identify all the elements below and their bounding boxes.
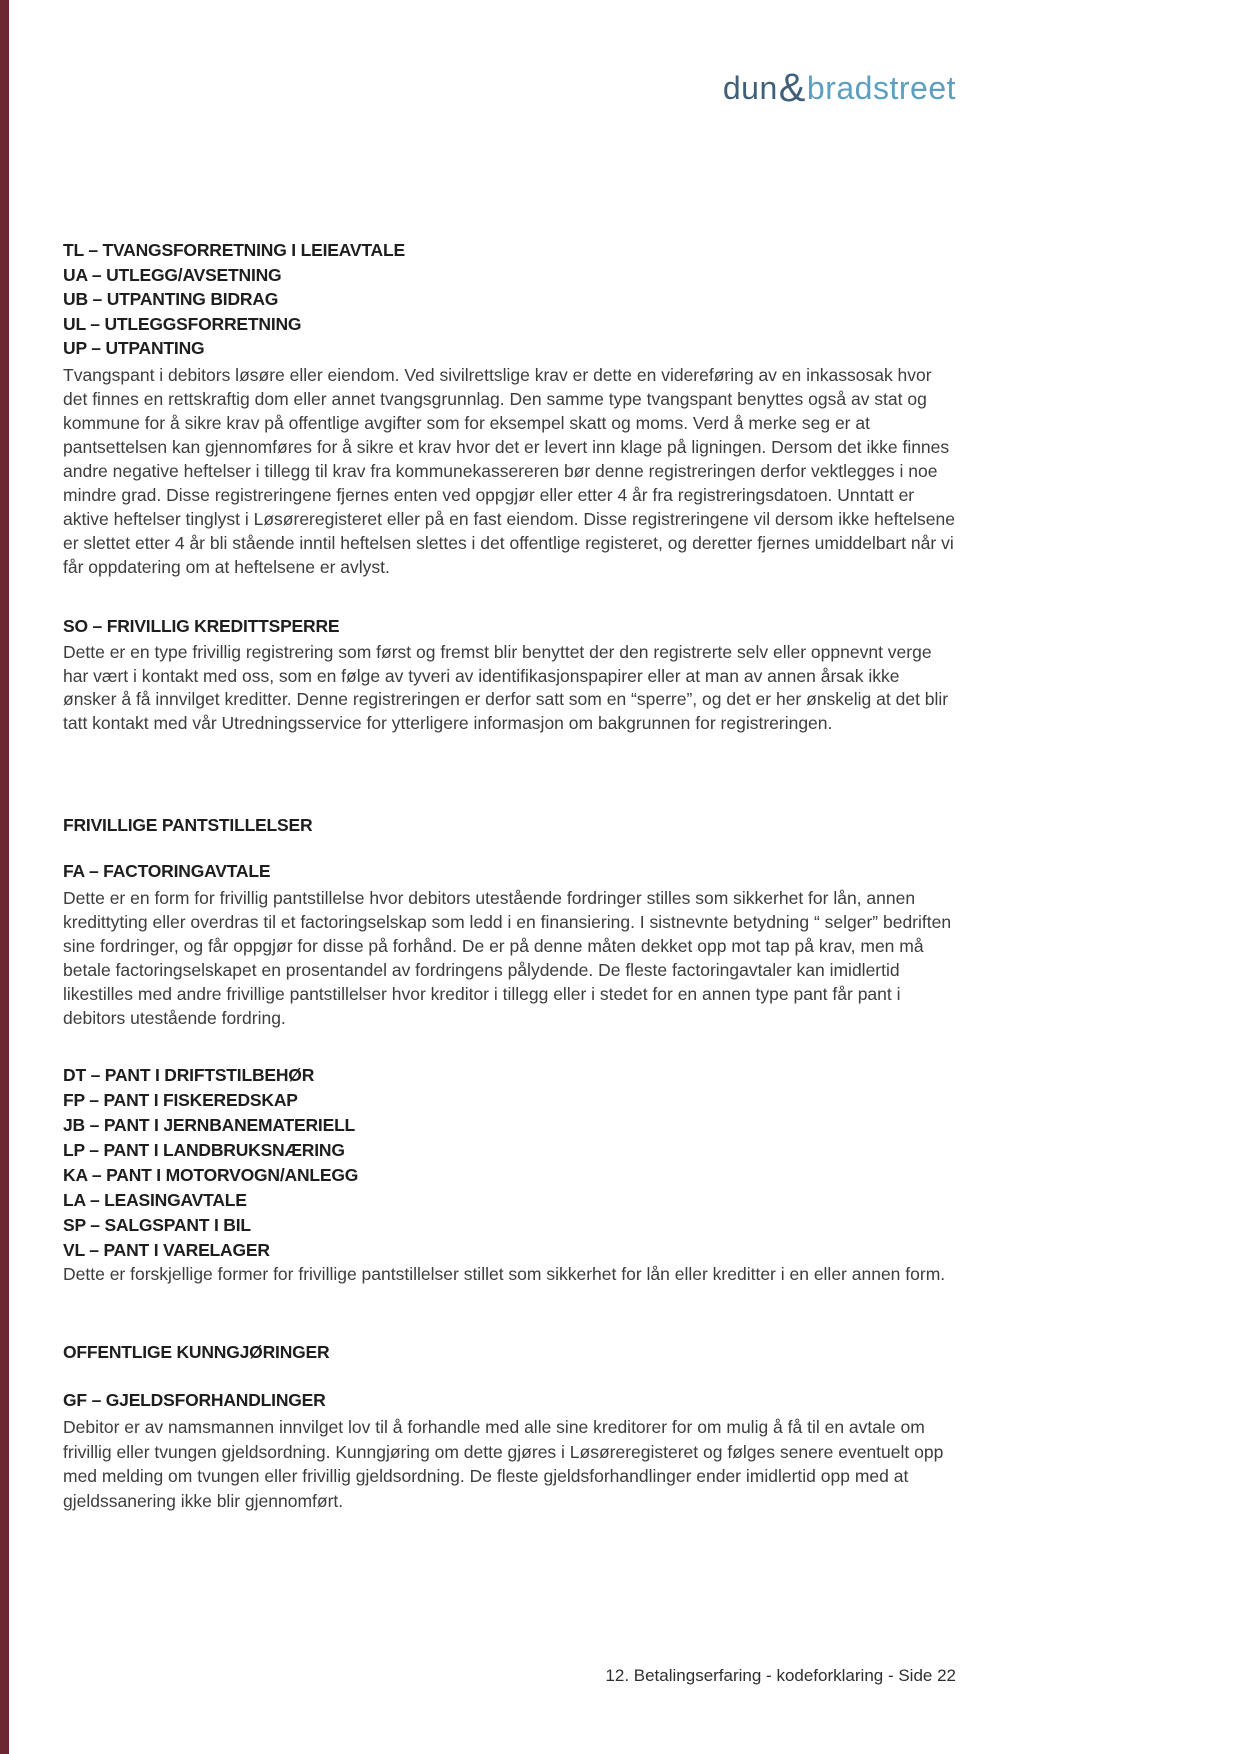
code-list-tvangsforretninger [63, 238, 956, 361]
logo-text-dun: dun [722, 70, 778, 106]
paragraph-pantstillelser: Dette er forskjellige former for frivillige pantstillelser stillet som sikkerhet for lån eller kreditter i en eller annen form. [63, 1264, 946, 1284]
code-item-lp: LP – PANT I LANDBRUKSNÆRING [63, 1140, 345, 1160]
paragraph-tvangspant: Tvangspant i debitors løsøre eller eiendom. Ved sivilrettslige krav er dette en videreføring av en inkassosak hvor det finnes en rettskraftig dom eller annet tvangsgrunnlag. Den samme type tvangspant benyttes også av stat og kommune for å sikre krav på offentlige avgifter som for eksempel skatt og moms. Verd å merke seg er at pantsettelsen kan gjennomføres for å sikre et krav hvor det er levert inn klage på ligningen. Dersom det ikke finnes andre negative heftelser i tillegg til krav fra kommunekassereren bør denne registreringen derfor vektlegges i noe mindre grad. Disse registreringene fjernes enten ved oppgjør eller etter 4 år fra registreringsdatoen. Unntatt er aktive heftelser tinglyst i Løsøreregisteret eller på en fast eiendom. Disse registreringene vil dersom ikke heftelsene er slettet etter 4 år bli stående inntil heftelsen slettes i det offentlige registeret, og deretter fjernes umiddelbart når vi får oppdatering om at heftelsene er avlyst. [63, 365, 955, 577]
code-item-tl: TL – TVANGSFORRETNING I LEIEAVTALE [63, 240, 405, 260]
paragraph-gf-gjeldsforhandlinger: Debitor er av namsmannen innvilget lov til å forhandle med alle sine kreditorer for om mulig å få til en avtale om frivillig eller tvungen gjeldsordning. Kunngjøring om dette gjøres i Løsøreregisteret og følges senere eventuelt opp med melding om tvungen eller frivillig gjeldsordning. De fleste gjeldsforhandlinger ender imidlertid opp med at gjeldssanering ikke blir gjennomført. [63, 1417, 944, 1511]
code-item-ua: UA – UTLEGG/AVSETNING [63, 264, 282, 285]
code-item-ul: UL – UTLEGGSFORRETNING [63, 313, 302, 334]
heading-gf-gjeldsforhandlinger: GF – GJELDSFORHANDLINGER [63, 1390, 326, 1410]
heading-fa-factoringavtale: FA – FACTORINGAVTALE [63, 861, 271, 881]
code-item-sp: SP – SALGSPANT I BIL [63, 1215, 251, 1235]
logo-text-bradstreet: bradstreet [806, 70, 956, 106]
section-title-offentlige-kunngjoringer: OFFENTLIGE KUNNGJØRINGER [63, 1342, 330, 1362]
code-item-vl: VL – PANT I VARELAGER [63, 1240, 270, 1260]
paragraph-fa-factoringavtale: Dette er en form for frivillig pantstillelse hvor debitors utestående fordringer stilles som sikkerhet for lån, annen kredittyting eller overdras til et factoringselskap som ledd i en finansiering. I sistnevnte betydning “ selger” bedriften sine fordringer, og får oppgjør for disse på forhånd. De er på denne måten dekket opp mot tap på krav, men må betale factoringselskapet en prosentandel av fordringens pålydende. De fleste factoringavtaler kan imidlertid likestilles med andre frivillige pantstillelser hvor kreditor i tillegg eller i stedet for en annen type pant får pant i debitors utestående fordring. [63, 888, 952, 1028]
code-item-la: LA – LEASINGAVTALE [63, 1190, 247, 1210]
logo-ampersand-icon: & [778, 66, 806, 110]
scan-edge-strip [0, 0, 9, 1754]
dun-bradstreet-logo [63, 68, 956, 115]
code-item-fp: FP – PANT I FISKEREDSKAP [63, 1090, 298, 1110]
code-item-ub: UB – UTPANTING BIDRAG [63, 289, 279, 309]
heading-so-frivillig-kredittsperre: SO – FRIVILLIG KREDITTSPERRE [63, 616, 340, 636]
section-title-frivillige-pantstillelser: FRIVILLIGE PANTSTILLELSER [63, 815, 313, 835]
code-item-jb: JB – PANT I JERNBANEMATERIELL [63, 1115, 356, 1135]
code-item-ka: KA – PANT I MOTORVOGN/ANLEGG [63, 1165, 359, 1185]
code-list-pantstillelser [63, 1063, 956, 1263]
code-item-dt: DT – PANT I DRIFTSTILBEHØR [63, 1065, 315, 1085]
code-item-up: UP – UTPANTING [63, 338, 205, 358]
page-footer: 12. Betalingserfaring - kodeforklaring - Side 22 [605, 1666, 956, 1685]
paragraph-so-frivillig-kredittsperre: Dette er en type frivillig registrering som først og fremst blir benyttet der den registrerte selv eller oppnevnt verge har vært i kontakt med oss, som en følge av tyveri av identifikasjonspapirer eller at man av annen årsak ikke ønsker å få innvilget kreditter. Denne registreringen er derfor satt som en “sperre”, og det er her ønskelig at det blir tatt kontakt med vår Utredningsservice for ytterligere informasjon om bakgrunnen for registreringen. [63, 642, 949, 733]
